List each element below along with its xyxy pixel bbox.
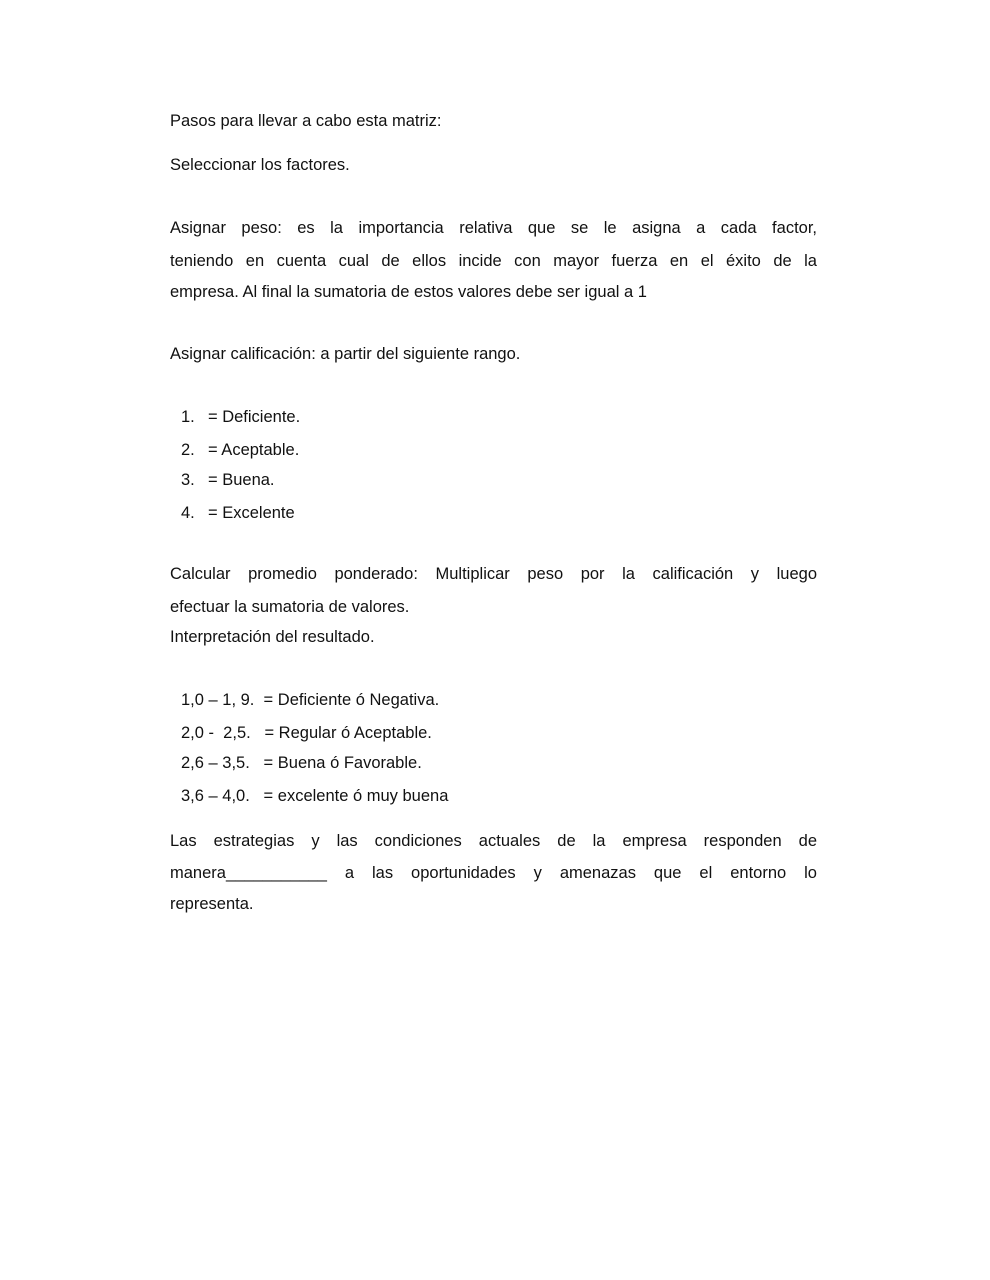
rating-number: 1. xyxy=(181,408,195,426)
step-average-line-1: Calcular promedio ponderado: Multiplicar peso por la calificación y luego xyxy=(170,565,817,583)
rating-number: 4. xyxy=(181,504,195,522)
range-item: 3,6 – 4,0. = excelente ó muy buena xyxy=(181,787,449,805)
rating-label: = Deficiente. xyxy=(208,408,301,426)
closing-line-1: Las estrategias y las condiciones actuales de la empresa responden de xyxy=(170,832,817,850)
range-item: 2,6 – 3,5. = Buena ó Favorable. xyxy=(181,754,422,772)
rating-number: 2. xyxy=(181,441,195,459)
step-rating: Asignar calificación: a partir del siguiente rango. xyxy=(170,345,521,363)
step-weight-line-1: Asignar peso: es la importancia relativa que se le asigna a cada factor, xyxy=(170,219,817,237)
closing-line-2: manera___________ a las oportunidades y amenazas que el entorno lo xyxy=(170,864,817,882)
step-interpretation: Interpretación del resultado. xyxy=(170,628,375,646)
rating-label: = Aceptable. xyxy=(208,441,300,459)
range-item: 2,0 - 2,5. = Regular ó Aceptable. xyxy=(181,724,432,742)
step-weight-line-3: empresa. Al final la sumatoria de estos valores debe ser igual a 1 xyxy=(170,283,647,301)
step-average-line-2: efectuar la sumatoria de valores. xyxy=(170,598,410,616)
rating-number: 3. xyxy=(181,471,195,489)
step-select-factors: Seleccionar los factores. xyxy=(170,156,350,174)
closing-line-3: representa. xyxy=(170,895,254,913)
intro-text: Pasos para llevar a cabo esta matriz: xyxy=(170,112,442,130)
rating-label: = Excelente xyxy=(208,504,295,522)
range-item: 1,0 – 1, 9. = Deficiente ó Negativa. xyxy=(181,691,440,709)
rating-label: = Buena. xyxy=(208,471,275,489)
step-weight-line-2: teniendo en cuenta cual de ellos incide con mayor fuerza en el éxito de la xyxy=(170,252,817,270)
